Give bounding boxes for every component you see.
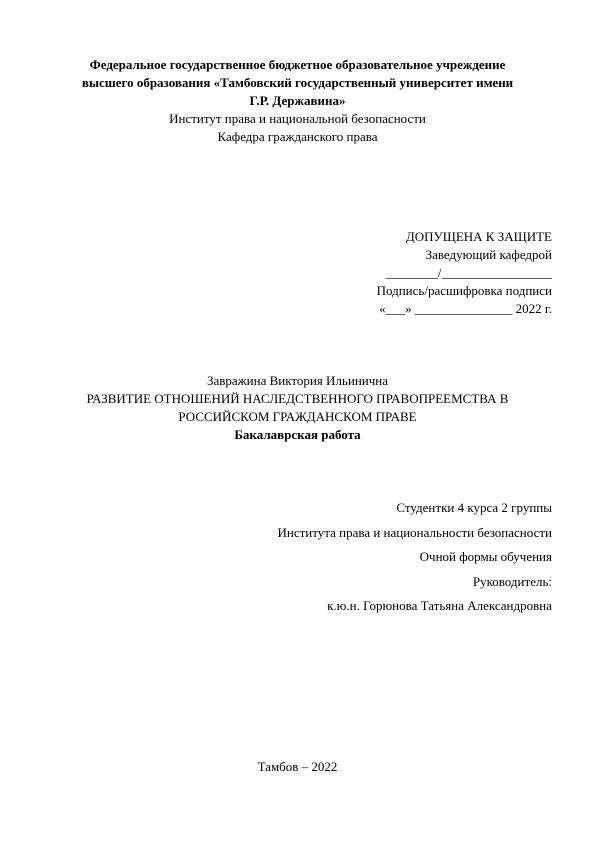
topic-line-1: РАЗВИТИЕ ОТНОШЕНИЙ НАСЛЕДСТВЕННОГО ПРАВОПРЕЕМСТВА В: [86, 391, 509, 406]
city-year: Тамбов – 2022: [257, 759, 338, 774]
signature-line: ________/_________________: [385, 265, 552, 280]
student-institute: Института права и национальности безопасности: [277, 524, 552, 540]
signature-caption: Подпись/расшифровка подписи: [376, 283, 552, 298]
supervisor-name: к.ю.н. Горюнова Татьяна Александровна: [327, 598, 552, 613]
student-info: [152, 496, 552, 619]
supervisor-label: Руководитель:: [472, 573, 552, 589]
study-form: Очной формы обучения: [419, 549, 552, 564]
topic-line-2: РОССИЙСКОМ ГРАЖДАНСКОМ ПРАВЕ: [178, 409, 417, 424]
organization-line-3: Г.Р. Державина»: [249, 93, 346, 108]
work-type: Бакалаврская работа: [234, 427, 361, 442]
document-header: [0, 56, 595, 146]
approval-block: [252, 228, 552, 318]
approval-date: «___» _______________ 2022 г.: [379, 301, 552, 316]
document-footer: [0, 759, 595, 775]
organization-line-1: Федеральное государственное бюджетное образовательное учреждение: [89, 57, 506, 72]
author-name: Завражина Виктория Ильинична: [206, 373, 389, 388]
approval-status: ДОПУЩЕНА К ЗАЩИТЕ: [405, 229, 552, 244]
title-block: [0, 372, 595, 444]
approval-head: Заведующий кафедрой: [425, 247, 552, 262]
student-course: Студентки 4 курса 2 группы: [396, 500, 552, 515]
organization-line-2: высшего образования «Тамбовский государственный университет имени: [81, 75, 514, 90]
department-name: Кафедра гражданского права: [217, 129, 378, 144]
institute-name: Институт права и национальной безопасности: [169, 111, 426, 126]
